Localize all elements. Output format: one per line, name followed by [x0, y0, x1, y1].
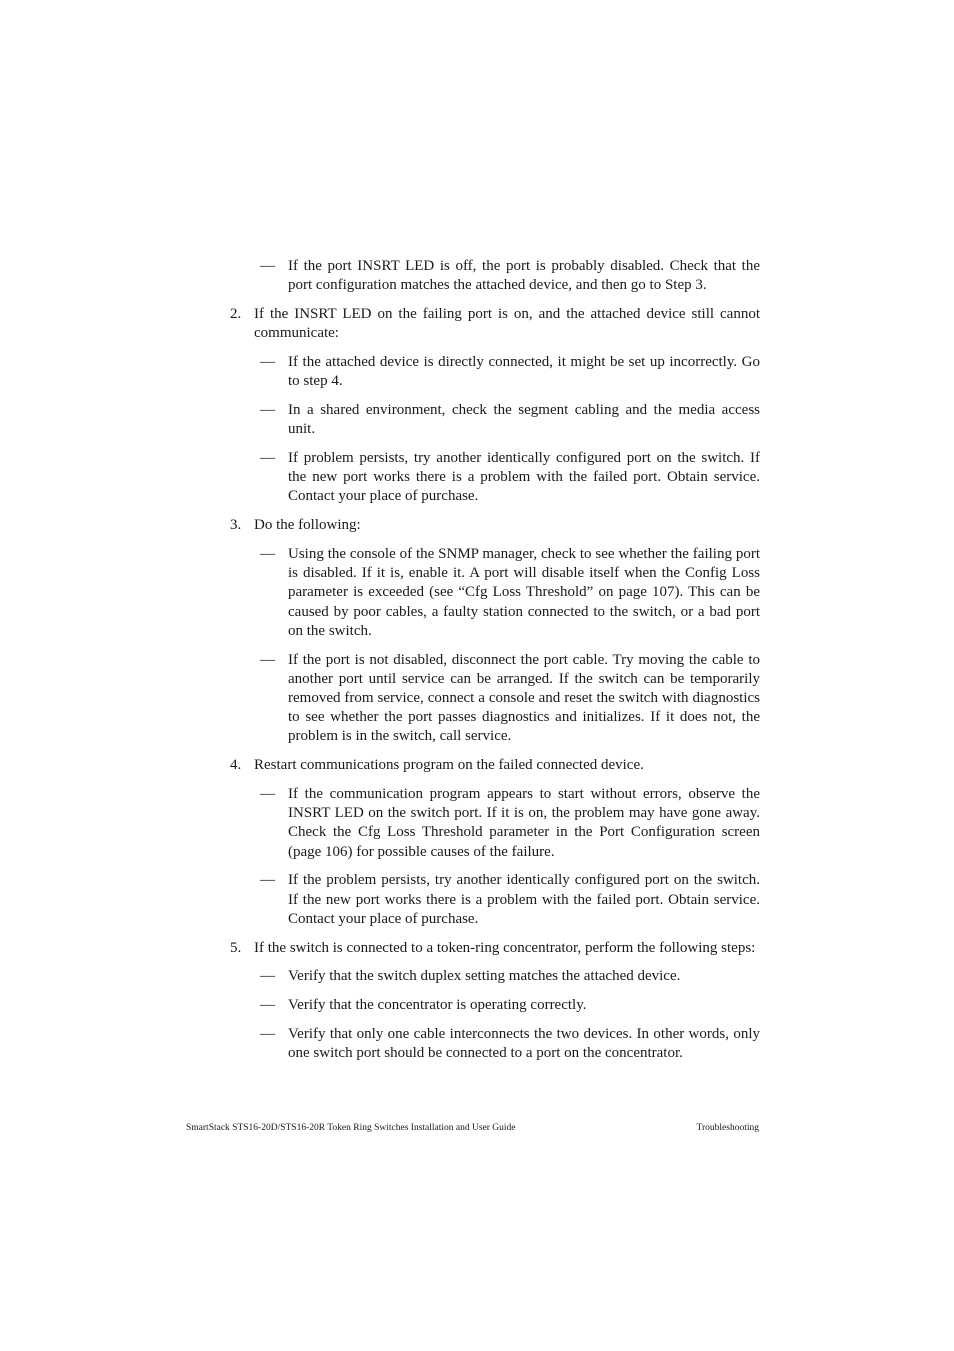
dash-marker: —: [260, 258, 275, 274]
bullet-port-not-disabled: [230, 651, 760, 747]
step-5: [230, 939, 760, 958]
bullet-one-cable: [230, 1025, 760, 1063]
document-body: [230, 257, 760, 1073]
bullet-text: If problem persists, try another identically configured port on the switch. If the new port works there is a problem with the failed port. Obtain service. Contact your place of purchase.: [288, 450, 760, 505]
dash-marker: —: [260, 402, 275, 418]
bullet-problem-persists-2: [230, 871, 760, 929]
bullet-text: In a shared environment, check the segment cabling and the media access unit.: [288, 402, 760, 438]
footer-section-name: Troubleshooting: [696, 1123, 759, 1133]
step-number: 2.: [230, 306, 242, 322]
step-number: 5.: [230, 939, 242, 956]
step-text: Do the following:: [254, 517, 361, 534]
step-number: 4.: [230, 757, 242, 774]
bullet-snmp-console: [230, 545, 760, 641]
bullet-text: If the attached device is directly connected, it might be set up incorrectly. Go to step 4.: [288, 354, 760, 390]
bullet-concentrator-operating: [230, 996, 760, 1015]
dash-marker: —: [260, 997, 275, 1014]
step-2: [230, 305, 760, 343]
bullet-text: Verify that only one cable interconnects the two devices. In other words, only one switch port should be connected to a port on the concentrator.: [288, 1026, 760, 1062]
bullet-shared-environment: [230, 401, 760, 439]
bullet-duplex-setting: [230, 967, 760, 986]
bullet-port-led-off: [230, 257, 760, 295]
bullet-text: If the port INSRT LED is off, the port is probably disabled. Check that the port configuration matches the attached device, and then go to Step 3.: [288, 258, 760, 294]
dash-marker: —: [260, 450, 275, 466]
dash-marker: —: [260, 354, 275, 370]
step-number: 3.: [230, 517, 242, 534]
step-3: [230, 516, 760, 535]
bullet-text: Verify that the concentrator is operating correctly.: [288, 997, 587, 1014]
step-text: If the INSRT LED on the failing port is on, and the attached device still cannot communicate:: [254, 306, 760, 342]
dash-marker: —: [260, 872, 275, 889]
bullet-text: If the communication program appears to start without errors, observe the INSRT LED on the switch port. If it is on, the problem may have gone away. Check the Cfg Loss Threshold parameter in the Port Configuration screen (page 106) for possible causes of the failure.: [288, 786, 760, 860]
bullet-text: If the port is not disabled, disconnect the port cable. Try moving the cable to another port until service can be arranged. If the switch can be temporarily removed from service, connect a console and reset the switch with diagnostics to see whether the port passes diagnostics and initializes. If it does not, the problem is in the switch, call service.: [288, 651, 760, 745]
dash-marker: —: [260, 546, 275, 562]
bullet-text: Verify that the switch duplex setting matches the attached device.: [288, 968, 681, 985]
bullet-communication-program: [230, 785, 760, 862]
step-4: [230, 756, 760, 775]
bullet-problem-persists-1: [230, 449, 760, 507]
dash-marker: —: [260, 651, 275, 668]
step-text: Restart communications program on the failed connected device.: [254, 757, 644, 774]
step-text: If the switch is connected to a token-ring concentrator, perform the following steps:: [254, 939, 756, 956]
dash-marker: —: [260, 968, 275, 985]
bullet-text: Using the console of the SNMP manager, check to see whether the failing port is disabled. If it is, enable it. A port will disable itself when the Config Loss parameter is exceeded (see “Cfg Loss Threshold” on page 107). This can be caused by poor cables, a faulty station connected to the switch, or a bad port on the switch.: [288, 546, 760, 639]
dash-marker: —: [260, 786, 275, 803]
bullet-text: If the problem persists, try another identically configured port on the switch. If the new port works there is a problem with the failed port. Obtain service. Contact your place of purchase.: [288, 872, 760, 927]
bullet-directly-connected: [230, 353, 760, 391]
dash-marker: —: [260, 1026, 275, 1043]
footer-document-title: SmartStack STS16-20D/STS16-20R Token Ring Switches Installation and User Guide: [186, 1123, 516, 1133]
